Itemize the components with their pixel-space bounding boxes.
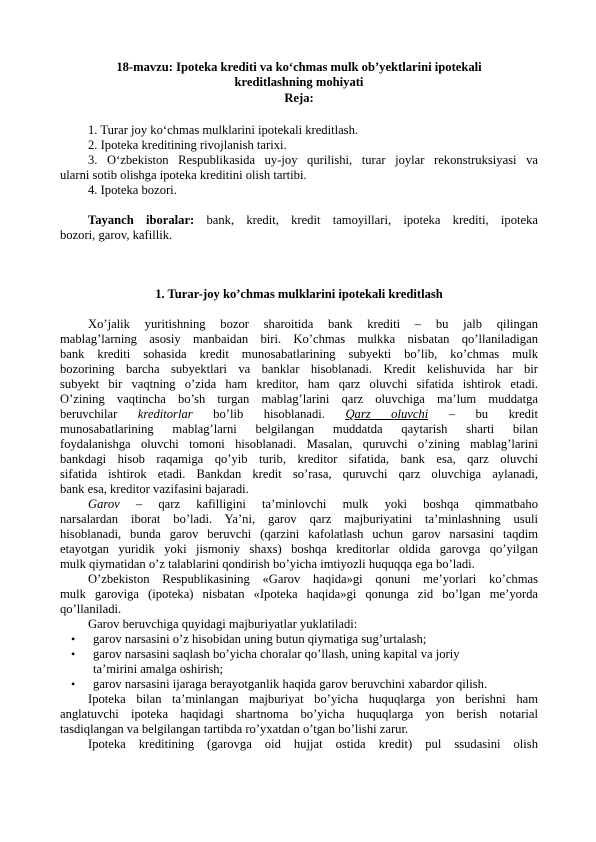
term-garov: Garov <box>88 497 120 511</box>
paragraph-line: bank krediti sohasida kredit munosabatlarining subyekti bo’lib, ko’chmas mulk <box>60 347 538 361</box>
bullet-item: garov narsasini ijaraga berayotganlik haqida garov beruvchini xabardor qilish. <box>93 677 488 691</box>
bullet-item: garov narsasini saqlash bo’yicha choralar qo’llash, uning kapital va joriy <box>93 647 460 661</box>
paragraph-line: hisoblanadi, bunda garov beruvchi (qarzini kafolatlash uchun garov narsasini taqdim <box>60 527 538 541</box>
document-title-cont: kreditlashning mohiyati <box>234 75 364 89</box>
paragraph-line: subyekt bir vaqtning o’zida ham kreditor, ham qarz oluvchi sifatida ishtirok etadi. <box>60 377 538 391</box>
paragraph-line: bank esa, kreditor vazifasini bajaradi. <box>60 482 249 496</box>
paragraph-line: qo’llaniladi. <box>60 602 122 616</box>
plan-item-2: 2. Ipoteka kreditining rivojlanish tarixi. <box>88 138 287 152</box>
paragraph-line: bankdagi hisob raqamiga qo’yib turib, kreditor sifatida, bank esa, qarz oluvchi <box>60 452 538 466</box>
paragraph-line: munosabatlarining mablag’larni belgilangan muddatda qaytarish sharti bilan <box>60 422 538 436</box>
text-span: – bu kredit <box>428 407 538 421</box>
bullet-icon: • <box>71 677 76 691</box>
paragraph-line: narsalardan iborat bo’ladi. Ya’ni, garov qarz majburiyatini ta’minlashning usuli <box>60 512 538 526</box>
bullet-item-cont: ta’mirini amalga oshirish; <box>93 662 224 676</box>
document-title: 18-mavzu: Ipoteka krediti va ko‘chmas mulk ob’yektlarini ipotekali <box>116 60 482 74</box>
paragraph-line <box>60 407 538 422</box>
term-kreditorlar: kreditorlar <box>137 407 193 421</box>
paragraph-line: mablag’larning asosiy manbaidan biri. Ko’chmas mulkka nisbatan qo’llaniladigan <box>60 332 538 346</box>
paragraph-line: Ipoteka kreditining (garovga oid hujjat ostida kredit) pul ssudasini olish <box>88 737 538 751</box>
keywords-label: Tayanch iboralar: <box>88 213 195 227</box>
bullet-icon: • <box>71 632 76 646</box>
keywords-line <box>88 213 538 228</box>
paragraph-line: O’zining vaqtincha bo’sh turgan mablag’larini qarz oluvchiga ma’lum muddatga <box>60 392 538 406</box>
term-qarz-oluvchi: Qarz oluvchi <box>345 407 429 421</box>
paragraph-line: mulk qiymatidan o’z talablarini qondirish bo’yicha imtiyozli huquqqa ega bo’ladi. <box>60 557 475 571</box>
paragraph-line: bozorining barcha subyektlari va banklar hisoblanadi. Kredit kelishuvida har bir <box>60 362 538 376</box>
text-span: bo’lib hisoblanadi. <box>192 407 346 421</box>
plan-heading: Reja: <box>284 91 314 105</box>
paragraph-line: sifatida ishtirok etadi. Bankdan kredit so’rasa, quruvchi qarz oluvchiga aylanadi, <box>60 467 538 481</box>
paragraph-line: Garov beruvchiga quyidagi majburiyatlar yuklatiladi: <box>88 617 358 631</box>
plan-item-3-cont: ularni sotib olishga ipoteka kreditini olish tartibi. <box>60 168 307 182</box>
plan-item-3: 3. O‘zbekiston Respublikasida uy-joy qurilishi, turar joylar rekonstruksiyasi va <box>88 153 538 167</box>
text-span: – qarz kafilligini ta’minlovchi mulk yoki boshqa qimmatbaho <box>119 497 538 511</box>
paragraph-line: tasdiqlangan va belgilangan tartibda ro’yxatdan o’tgan bo’lishi zarur. <box>60 722 409 736</box>
keywords-text: bank, kredit, kredit tamoyillari, ipoteka krediti, ipoteka <box>194 213 538 227</box>
plan-item-4: 4. Ipoteka bozori. <box>88 183 177 197</box>
text-span: beruvchilar <box>60 407 138 421</box>
paragraph-line: Xo’jalik yuritishning bozor sharoitida bank krediti – bu jalb qilingan <box>88 317 538 331</box>
keywords-text-cont: bozori, garov, kafillik. <box>60 228 173 242</box>
paragraph-line: anglatuvchi ipoteka haqidagi shartnoma bo’yicha huquqlarga yon berish notarial <box>60 707 538 721</box>
bullet-icon: • <box>71 647 76 661</box>
paragraph-line <box>88 497 538 512</box>
bullet-item: garov narsasini o’z hisobidan uning butun qiymatiga sug’urtalash; <box>93 632 427 646</box>
section-heading: 1. Turar-joy ko’chmas mulklarini ipotekali kreditlash <box>155 287 443 301</box>
paragraph-line: etayotgan yuridik yoki jismoniy shaxs) boshqa kreditorlar oldida garovga qo’yilgan <box>60 542 538 556</box>
paragraph-line: Ipoteka bilan ta’minlangan majburiyat bo’yicha huquqlarga yon berishni ham <box>88 692 538 706</box>
paragraph-line: O’zbekiston Respublikasining «Garov haqida»gi qonuni me’yorlari ko’chmas <box>88 572 538 586</box>
plan-item-1: 1. Turar joy ko‘chmas mulklarini ipotekali kreditlash. <box>88 123 359 137</box>
paragraph-line: mulk garoviga (ipoteka) nisbatan «Ipoteka haqida»gi qonunga zid bo’lgan me’yorda <box>60 587 538 601</box>
paragraph-line: foydalanishga oluvchi tomoni hisoblanadi. Masalan, quruvchi o’zining mablag’larini <box>60 437 538 451</box>
